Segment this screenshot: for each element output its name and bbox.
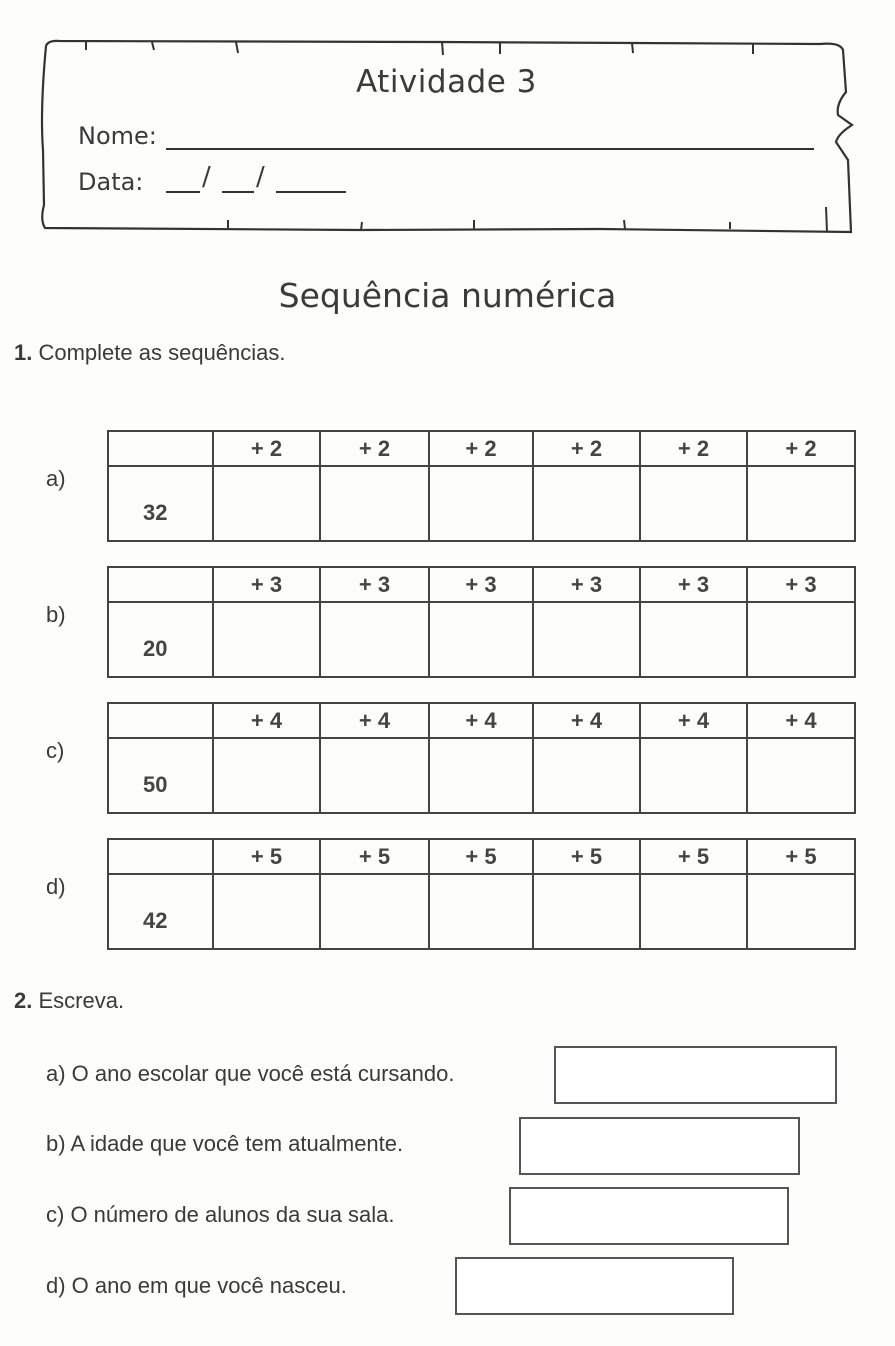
sequence-table	[107, 702, 856, 814]
operation-cell: + 2	[213, 431, 320, 466]
date-label: Data:	[78, 168, 144, 196]
answer-cell[interactable]	[533, 874, 640, 949]
operation-cell: + 4	[640, 703, 747, 738]
operation-cell: + 2	[429, 431, 533, 466]
answer-cell[interactable]	[747, 738, 855, 813]
date-separator: /	[202, 162, 211, 192]
name-label: Nome:	[78, 122, 157, 150]
answer-cell[interactable]	[320, 738, 429, 813]
answer-cell[interactable]	[640, 738, 747, 813]
sequence-label: d)	[46, 874, 66, 899]
operation-cell: + 2	[640, 431, 747, 466]
header-blank-cell	[108, 839, 213, 874]
name-input-line[interactable]	[166, 148, 814, 150]
sequence-label: b)	[46, 602, 66, 627]
question-2b-text: b) A idade que você tem atualmente.	[46, 1131, 404, 1156]
operation-cell: + 4	[320, 703, 429, 738]
answer-box-a[interactable]	[554, 1046, 837, 1104]
answer-cell[interactable]	[213, 602, 320, 677]
start-value-cell: 50	[108, 738, 213, 813]
operation-cell: + 4	[429, 703, 533, 738]
answer-box-b[interactable]	[519, 1117, 800, 1175]
operation-cell: + 4	[213, 703, 320, 738]
question-2-heading	[14, 988, 124, 1014]
answer-cell[interactable]	[640, 874, 747, 949]
question-2a-text: a) O ano escolar que você está cursando.	[46, 1061, 455, 1086]
sequence-label: c)	[46, 738, 65, 763]
operation-cell: + 5	[320, 839, 429, 874]
question-2c-text: c) O número de alunos da sua sala.	[46, 1202, 395, 1227]
sequence-label: a)	[46, 466, 66, 491]
date-separator: /	[256, 162, 265, 192]
operation-cell: + 4	[533, 703, 640, 738]
question-2d-text: d) O ano em que você nasceu.	[46, 1273, 347, 1298]
operation-cell: + 3	[533, 567, 640, 602]
question-number: 2.	[14, 988, 33, 1013]
header-blank-cell	[108, 431, 213, 466]
operation-cell: + 5	[533, 839, 640, 874]
sequence-table	[107, 430, 856, 542]
operation-cell: + 3	[640, 567, 747, 602]
header-blank-cell	[108, 703, 213, 738]
answer-cell[interactable]	[533, 738, 640, 813]
answer-cell[interactable]	[429, 602, 533, 677]
start-value-cell: 20	[108, 602, 213, 677]
answer-cell[interactable]	[429, 466, 533, 541]
operation-cell: + 2	[533, 431, 640, 466]
answer-cell[interactable]	[747, 466, 855, 541]
answer-cell[interactable]	[320, 602, 429, 677]
sequence-table	[107, 566, 856, 678]
operation-cell: + 5	[747, 839, 855, 874]
answer-cell[interactable]	[640, 466, 747, 541]
answer-cell[interactable]	[213, 874, 320, 949]
operation-cell: + 5	[429, 839, 533, 874]
answer-cell[interactable]	[533, 466, 640, 541]
question-1-heading	[14, 340, 286, 366]
answer-cell[interactable]	[747, 602, 855, 677]
answer-cell[interactable]	[429, 738, 533, 813]
operation-cell: + 5	[213, 839, 320, 874]
date-month-blank[interactable]	[222, 191, 254, 193]
operation-cell: + 2	[747, 431, 855, 466]
operation-cell: + 3	[320, 567, 429, 602]
start-value-cell: 32	[108, 466, 213, 541]
header-frame	[0, 0, 895, 240]
answer-cell[interactable]	[533, 602, 640, 677]
answer-cell[interactable]	[213, 466, 320, 541]
operation-cell: + 2	[320, 431, 429, 466]
operation-cell: + 4	[747, 703, 855, 738]
page-title: Sequência numérica	[278, 276, 617, 315]
answer-cell[interactable]	[747, 874, 855, 949]
sequence-table	[107, 838, 856, 950]
activity-title: Atividade 3	[356, 64, 537, 100]
operation-cell: + 3	[747, 567, 855, 602]
operation-cell: + 5	[640, 839, 747, 874]
operation-cell: + 3	[429, 567, 533, 602]
answer-cell[interactable]	[320, 466, 429, 541]
answer-cell[interactable]	[429, 874, 533, 949]
answer-box-d[interactable]	[455, 1257, 734, 1315]
question-text: Complete as sequências.	[38, 340, 286, 365]
header-blank-cell	[108, 567, 213, 602]
answer-cell[interactable]	[213, 738, 320, 813]
question-number: 1.	[14, 340, 33, 365]
question-text: Escreva.	[38, 988, 125, 1013]
date-day-blank[interactable]	[166, 191, 200, 193]
answer-box-c[interactable]	[509, 1187, 789, 1245]
date-year-blank[interactable]	[276, 191, 346, 193]
answer-cell[interactable]	[320, 874, 429, 949]
start-value-cell: 42	[108, 874, 213, 949]
answer-cell[interactable]	[640, 602, 747, 677]
operation-cell: + 3	[213, 567, 320, 602]
